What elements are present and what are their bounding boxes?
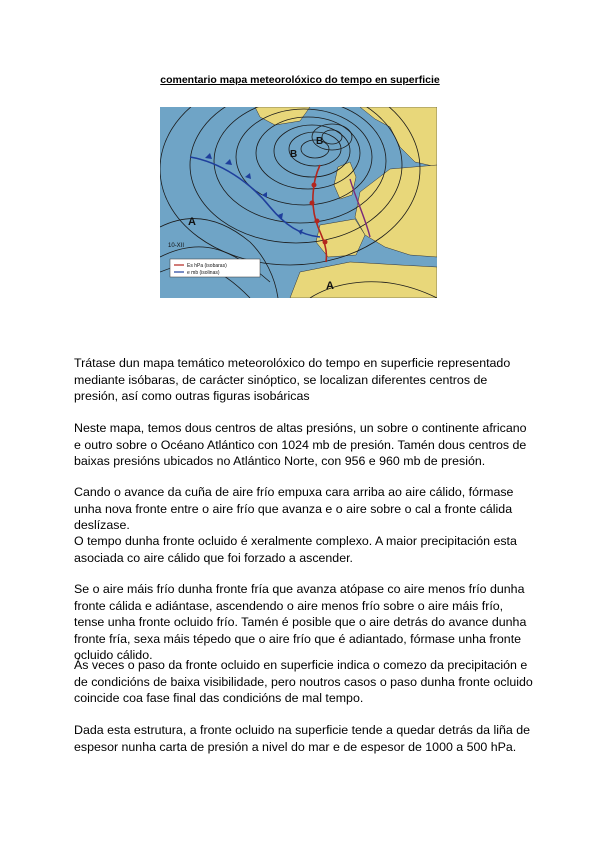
page-title: comentario mapa meteorolóxico do tempo en superficie bbox=[160, 74, 440, 86]
land-british-isles bbox=[334, 162, 356, 199]
pressure-label-low-1: B bbox=[290, 149, 298, 160]
land-europe bbox=[355, 165, 437, 257]
legend-entry-2: e mb (isolinas) bbox=[187, 270, 220, 276]
cold-front bbox=[190, 157, 320, 237]
paragraph-5: Se o aire máis frío dunha fronte fría que avanza atópase co aire menos frío dunha fronte cálida e adiántase, ascendendo o aire menos frío sobre o aire máis frío, tense unha fronte ocluido frío. Tamén é posible que o aire detrás do avance dunha fronte fría, sexa máis tépedo que o aire frío que é adiantado, fórmase unha fronte ocluido cálido. bbox=[74, 582, 527, 662]
paragraph-2: Neste mapa, temos dous centros de altas presións, un sobre o continente africano e outro sobre o Océano Atlántico con 1024 mb de presión. Tamén dous centros de baixas presións ubicados no Atlántico Norte, con 956 e 960 mb de presión. bbox=[74, 421, 527, 468]
paragraph-6: Ás veces o paso da fronte ocluido en superficie indica o comezo da precipitación e de condicións de baixa visibilidade, pero noutros casos o paso dunha fronte ocluido coincide coa fase final das condicións de mal tempo. bbox=[74, 658, 533, 705]
paragraph-4: O tempo dunha fronte ocluido é xeralmente complexo. A maior precipitación esta asociada co aire cálido que foi forzado a ascender. bbox=[74, 534, 517, 565]
paragraph-7: Dada esta estrutura, a fronte ocluido na superficie tende a quedar detrás da liña de espesor nunha carta de presión a nivel do mar e de espesor de 1000 a 500 hPa. bbox=[74, 723, 530, 754]
paragraph-3: Cando o avance da cuña de aire frío empuxa cara arriba ao aire cálido, fórmase unha nova fronte entre o aire frío que avanza e o aire sobre o cal a fronte cálida deslízase. bbox=[74, 485, 514, 532]
pressure-label-high-atlantic: A bbox=[188, 216, 196, 228]
legend-entry-1: Es hPa (isobaras) bbox=[187, 263, 227, 269]
weather-map-graphic bbox=[160, 107, 437, 298]
map-date-label: 10-XII bbox=[168, 243, 185, 249]
weather-map bbox=[160, 107, 437, 298]
pressure-label-high-africa: A bbox=[326, 280, 334, 292]
land-africa bbox=[290, 262, 437, 298]
pressure-label-low-2: B bbox=[316, 136, 324, 147]
paragraph-1: Trátase dun mapa temático meteorolóxico do tempo en superficie representado mediante isóbaras, de carácter sinóptico, se localizan diferentes centros de presión, así como outras figuras isobáricas bbox=[74, 356, 511, 403]
land-greenland bbox=[255, 107, 310, 125]
map-legend bbox=[170, 259, 260, 277]
